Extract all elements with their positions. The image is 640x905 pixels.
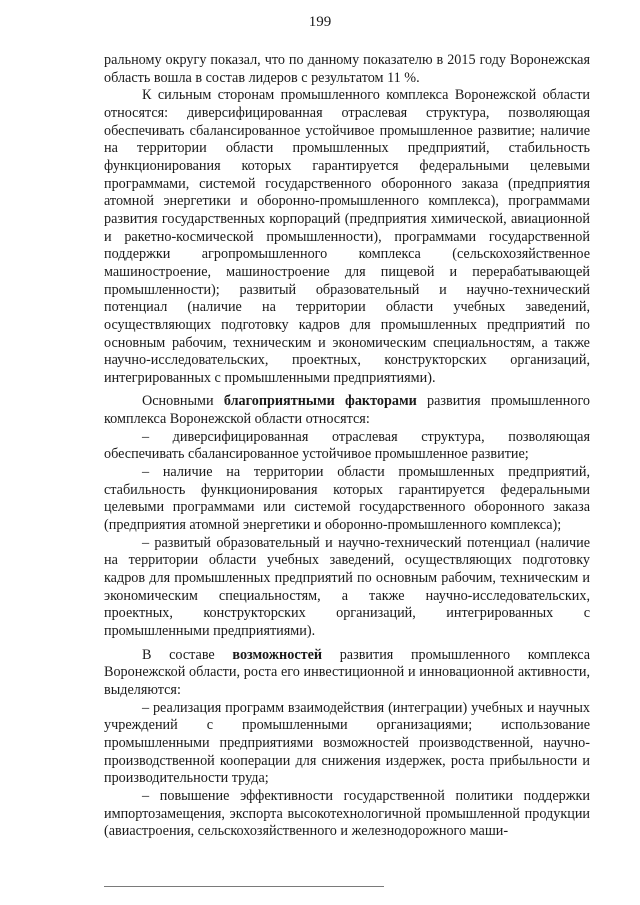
list-item-enterprises: – наличие на территории области промышленных предприятий, стабильность функционирования которых гарантируется федеральными целевыми программами или системой государственного оборонного заказа (предприятия атомной энергетики и оборонно-промышленного комплекса); — [104, 464, 590, 534]
list-item-structure: – диверсифицированная отраслевая структура, позволяющая обеспечивать сбалансированное устойчивое промышленное развитие; — [104, 428, 590, 463]
bottom-rule — [104, 886, 384, 887]
opportunities-term: возможностей — [232, 646, 323, 663]
opportunities-lead: В составе — [142, 646, 233, 663]
favorable-factors-tail: развития промышленного комплекса Воронежской области относятся: — [104, 393, 590, 428]
favorable-factors-term: благоприятными факторами — [223, 393, 417, 410]
paragraph-strengths: К сильным сторонам промышленного комплекса Воронежской области относятся: диверсифицированная отраслевая структура, позволяющая обеспечивать сбалансированное устойчивое промышленное развитие; наличие на территории области промышленных предприятий, стабильность функционирования которых гарантируется федеральными целевыми программами, системой государственного оборонного заказа (предприятия атомной энергетики и оборонно-промышленного комплекса), программами развития государственных корпораций (предприятия химической, авиационной и ракетно-космической промышленности), программами государственной поддержки агропромышленного комплекса (сельскохозяйственное машиностроение, машиностроение для пищевой и перерабатывающей промышленности); развитый образовательный и научно-технический потенциал (наличие на территории области учебных заведений, осуществляющих подготовку кадров для промышленных предприятий по основным рабочим, техническим и экономическим специальностям, а также научно-исследовательских, проектных, конструкторских организаций, интегрированных с промышленными предприятиями). — [104, 87, 590, 386]
paragraph-continuation: ральному округу показал, что по данному показателю в 2015 году Воронежская область вошла в состав лидеров с результатом 11 %. — [104, 52, 590, 86]
list-item-potential: – развитый образовательный и научно-технический потенциал (наличие на территории области учебных заведений, осуществляющих подготовку кадров для промышленных предприятий по основным рабочим, техническим и экономическим специальностям, а также научно-исследовательских, проектных, конструкторских организаций, интегрированных с промышленными предприятиями). — [104, 534, 590, 639]
list-item-import-substitution: – повышение эффективности государственной политики поддержки импортозамещения, экспорта высокотехнологичной промышленной продукции (авиастроения, сельскохозяйственного и железнодорожного маши- — [104, 787, 590, 840]
page-number: 199 — [308, 14, 332, 30]
favorable-factors-lead: Основными — [142, 393, 224, 410]
paragraph-opportunities — [104, 647, 590, 700]
paragraph-favorable-factors — [104, 393, 590, 428]
opportunities-tail: развития промышленного комплекса Воронежской области, роста его инвестиционной и инновационной активности, выделяются: — [104, 646, 591, 698]
list-item-integration: – реализация программ взаимодействия (интеграции) учебных и научных учреждений с промышленными организациями; использование промышленными предприятиями возможностей производственной, научно-производственной кооперации для снижения издержек, роста прибыльности и производительности труда; — [104, 699, 590, 787]
document-body — [104, 52, 590, 841]
